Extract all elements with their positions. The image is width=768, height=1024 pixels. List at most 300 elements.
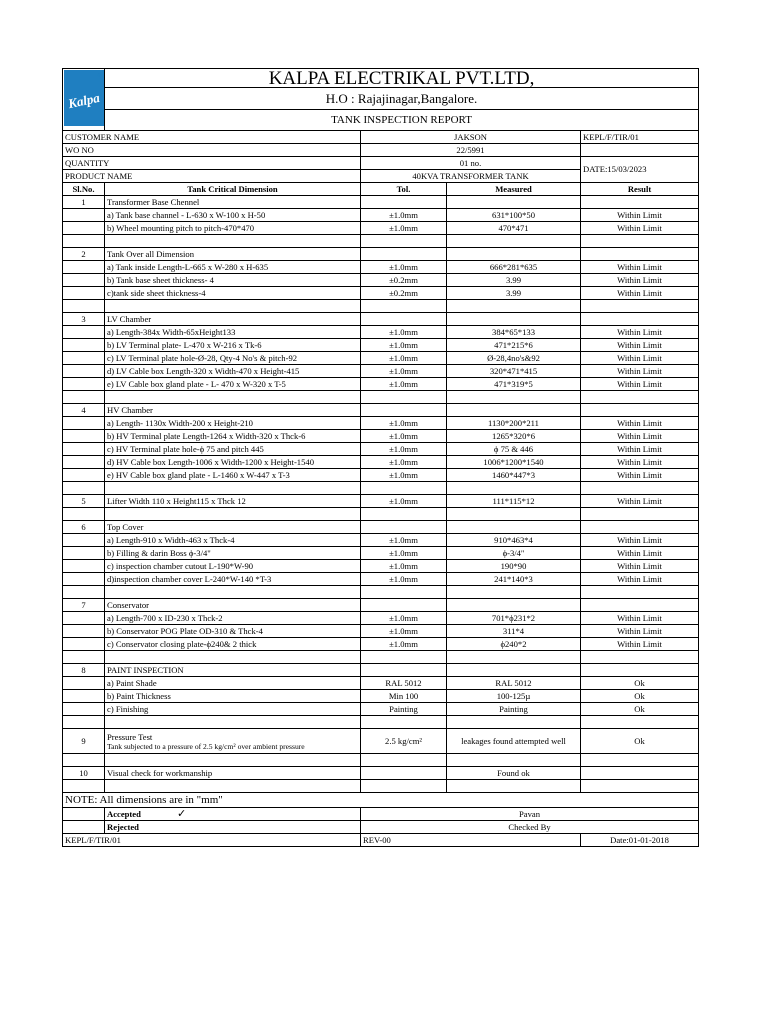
section-title: Tank Over all Dimension [105, 248, 361, 261]
item-description: c) LV Terminal plate hole-Ø-28, Qty-4 No's & pitch-92 [105, 352, 361, 365]
empty-cell [361, 235, 447, 248]
spacer-row [63, 651, 699, 664]
empty-cell [63, 326, 105, 339]
item-result: Within Limit [581, 261, 699, 274]
item-result: Within Limit [581, 378, 699, 391]
section-number: 7 [63, 599, 105, 612]
item-tolerance: ±1.0mm [361, 430, 447, 443]
spacer-row [63, 754, 699, 767]
accepted-cell [105, 808, 361, 821]
item-description: c) inspection chamber cutout L-190*W-90 [105, 560, 361, 573]
empty-cell [581, 235, 699, 248]
empty-cell [361, 754, 447, 767]
item-result: Within Limit [581, 352, 699, 365]
empty-cell [63, 456, 105, 469]
logo [63, 69, 105, 131]
check-mark-icon: ✓ [177, 807, 187, 820]
col-header-tol: Tol. [361, 183, 447, 196]
section-title: Lifter Width 110 x Height115 x Thck 12 [105, 495, 361, 508]
inspection-item-row [63, 677, 699, 690]
empty-cell [63, 586, 105, 599]
item-tolerance: ±1.0mm [361, 417, 447, 430]
empty-cell [105, 482, 361, 495]
inspection-item-row [63, 326, 699, 339]
item-measured: 1265*320*6 [447, 430, 581, 443]
item-tolerance: Painting [361, 703, 447, 716]
footer-date: Date:01-01-2018 [581, 834, 699, 847]
section-number: 10 [63, 767, 105, 780]
checked-by-label: Checked By [361, 821, 699, 834]
spacer-row [63, 391, 699, 404]
item-tolerance: Min 100 [361, 690, 447, 703]
inspection-item-row [63, 443, 699, 456]
spacer-row [63, 716, 699, 729]
quantity-label: QUANTITY [63, 157, 361, 170]
item-tolerance: ±1.0mm [361, 534, 447, 547]
item-result: Within Limit [581, 209, 699, 222]
item-result: Within Limit [581, 547, 699, 560]
empty-cell [447, 780, 581, 793]
item-measured: 470*471 [447, 222, 581, 235]
empty-cell [63, 300, 105, 313]
item-tolerance: ±1.0mm [361, 560, 447, 573]
section-title [105, 729, 361, 754]
empty-cell [581, 300, 699, 313]
empty-cell [447, 391, 581, 404]
empty-cell [63, 339, 105, 352]
rejected-cell [105, 821, 361, 834]
empty-cell [447, 716, 581, 729]
item-tolerance: RAL 5012 [361, 677, 447, 690]
empty-cell [63, 469, 105, 482]
item-tolerance: ±1.0mm [361, 339, 447, 352]
col-header-dimension: Tank Critical Dimension [105, 183, 361, 196]
section-title: Visual check for workmanship [105, 767, 361, 780]
section-measured [447, 404, 581, 417]
spacer-row [63, 482, 699, 495]
inspection-item-row [63, 365, 699, 378]
empty-cell [63, 547, 105, 560]
item-measured: Painting [447, 703, 581, 716]
item-description: d)inspection chamber cover L-240*W-140 *T-3 [105, 573, 361, 586]
empty-cell [63, 651, 105, 664]
item-result: Within Limit [581, 222, 699, 235]
item-measured: ϕ-3/4" [447, 547, 581, 560]
section-title-row [63, 196, 699, 209]
item-description: a) Length- 1130x Width-200 x Height-210 [105, 417, 361, 430]
empty-cell [105, 754, 361, 767]
dimension-note: NOTE: All dimensions are in "mm" [63, 793, 699, 808]
empty-cell [63, 677, 105, 690]
item-tolerance: ±1.0mm [361, 443, 447, 456]
section-measured [447, 248, 581, 261]
section-title: HV Chamber [105, 404, 361, 417]
section-result [581, 404, 699, 417]
item-result: Within Limit [581, 534, 699, 547]
item-tolerance: ±1.0mm [361, 209, 447, 222]
empty-cell [63, 638, 105, 651]
empty-cell [63, 222, 105, 235]
kalpa-logo-icon [64, 69, 104, 127]
item-measured: 701*ϕ231*2 [447, 612, 581, 625]
section-measured: leakages found attempted well [447, 729, 581, 754]
section-title-text: Pressure Test [107, 731, 153, 742]
item-result: Within Limit [581, 326, 699, 339]
item-result: Within Limit [581, 456, 699, 469]
item-description: e) LV Cable box gland plate - L- 470 x W-320 x T-5 [105, 378, 361, 391]
item-description: c)tank side sheet thickness-4 [105, 287, 361, 300]
item-result: Within Limit [581, 430, 699, 443]
inspection-item-row [63, 612, 699, 625]
empty-cell [361, 391, 447, 404]
section-tolerance [361, 664, 447, 677]
item-measured: 666*281*635 [447, 261, 581, 274]
item-description: b) Tank base sheet thickness- 4 [105, 274, 361, 287]
section-measured [447, 664, 581, 677]
section-result [581, 313, 699, 326]
item-measured: 311*4 [447, 625, 581, 638]
empty-cell [63, 808, 105, 821]
item-result: Within Limit [581, 625, 699, 638]
item-tolerance: ±1.0mm [361, 261, 447, 274]
empty-cell [63, 780, 105, 793]
item-result: Ok [581, 703, 699, 716]
item-result: Within Limit [581, 560, 699, 573]
item-result: Within Limit [581, 365, 699, 378]
accepted-row [63, 808, 699, 821]
spacer-row [63, 300, 699, 313]
item-measured: 384*65*133 [447, 326, 581, 339]
item-description: a) Length-910 x Width-463 x Thck-4 [105, 534, 361, 547]
item-result: Within Limit [581, 469, 699, 482]
inspection-report-table [62, 68, 699, 847]
item-measured: 1130*200*211 [447, 417, 581, 430]
report-title: TANK INSPECTION REPORT [105, 110, 699, 131]
empty-cell [447, 651, 581, 664]
item-measured: 241*140*3 [447, 573, 581, 586]
empty-cell [63, 754, 105, 767]
item-result: Within Limit [581, 287, 699, 300]
section-title-row [63, 521, 699, 534]
item-tolerance: ±1.0mm [361, 365, 447, 378]
section-number: 1 [63, 196, 105, 209]
item-result: Within Limit [581, 573, 699, 586]
empty-cell [63, 209, 105, 222]
empty-cell [63, 534, 105, 547]
item-description: c) HV Terminal plate hole-ϕ 75 and pitch 445 [105, 443, 361, 456]
section-measured [447, 313, 581, 326]
inspection-item-row [63, 469, 699, 482]
inspection-item-row [63, 534, 699, 547]
inspection-item-row [63, 274, 699, 287]
inspection-item-row [63, 287, 699, 300]
product-value: 40KVA TRANSFORMER TANK [361, 170, 581, 183]
empty-cell [105, 651, 361, 664]
empty-cell [63, 365, 105, 378]
empty-cell [581, 508, 699, 521]
col-header-result: Result [581, 183, 699, 196]
head-office: H.O : Rajajinagar,Bangalore. [105, 88, 699, 110]
section-tolerance: 2.5 kg/cm² [361, 729, 447, 754]
accepted-label: Accepted [107, 808, 141, 819]
section-number: 5 [63, 495, 105, 508]
item-description: c) Finishing [105, 703, 361, 716]
item-measured: 3.99 [447, 274, 581, 287]
spacer-row [63, 780, 699, 793]
item-description: d) HV Cable box Length-1006 x Width-1200 x Height-1540 [105, 456, 361, 469]
inspection-item-row [63, 547, 699, 560]
empty-cell [105, 586, 361, 599]
section-title-row [63, 599, 699, 612]
section-measured: Found ok [447, 767, 581, 780]
logo-text: Kalpa [66, 89, 101, 112]
inspection-item-row [63, 560, 699, 573]
empty-cell [63, 560, 105, 573]
inspection-item-row [63, 573, 699, 586]
empty-cell [63, 235, 105, 248]
blank-cell [581, 144, 699, 157]
inspection-item-row [63, 339, 699, 352]
inspection-item-row [63, 261, 699, 274]
empty-cell [581, 651, 699, 664]
section-result [581, 248, 699, 261]
checker-name: Pavan [361, 808, 699, 821]
item-tolerance: ±1.0mm [361, 625, 447, 638]
section-result [581, 664, 699, 677]
product-label: PRODUCT NAME [63, 170, 361, 183]
empty-cell [447, 300, 581, 313]
item-measured: RAL 5012 [447, 677, 581, 690]
empty-cell [361, 651, 447, 664]
section-measured [447, 599, 581, 612]
rejected-row [63, 821, 699, 834]
item-tolerance: ±1.0mm [361, 469, 447, 482]
doc-number: KEPL/F/TIR/01 [581, 131, 699, 144]
empty-cell [105, 780, 361, 793]
empty-cell [447, 508, 581, 521]
section-measured [447, 521, 581, 534]
inspection-item-row [63, 222, 699, 235]
empty-cell [581, 716, 699, 729]
quantity-value: 01 no. [361, 157, 581, 170]
item-tolerance: ±1.0mm [361, 612, 447, 625]
empty-cell [63, 391, 105, 404]
empty-cell [63, 378, 105, 391]
item-measured: 471*319*5 [447, 378, 581, 391]
empty-cell [63, 821, 105, 834]
section-title: Transformer Base Chennel [105, 196, 361, 209]
section-title: Top Cover [105, 521, 361, 534]
empty-cell [63, 274, 105, 287]
section-result [581, 521, 699, 534]
item-description: b) Filling & darin Boss ϕ-3/4" [105, 547, 361, 560]
wo-value: 22/5991 [361, 144, 581, 157]
section-result [581, 599, 699, 612]
empty-cell [105, 235, 361, 248]
empty-cell [105, 508, 361, 521]
section-title-row [63, 404, 699, 417]
inspection-item-row [63, 378, 699, 391]
item-tolerance: ±1.0mm [361, 378, 447, 391]
empty-cell [105, 391, 361, 404]
section-title-row [63, 495, 699, 508]
item-tolerance: ±1.0mm [361, 547, 447, 560]
note-row [63, 793, 699, 808]
section-title-row [63, 664, 699, 677]
item-result: Within Limit [581, 417, 699, 430]
empty-cell [63, 625, 105, 638]
item-measured: ϕ240*2 [447, 638, 581, 651]
item-description: b) Paint Thickness [105, 690, 361, 703]
item-measured: 320*471*415 [447, 365, 581, 378]
item-description: a) Tank inside Length-L-665 x W-280 x H-635 [105, 261, 361, 274]
registered-mark: ® [96, 74, 101, 79]
section-tolerance [361, 248, 447, 261]
empty-cell [361, 482, 447, 495]
company-name: KALPA ELECTRIKAL PVT.LTD, [105, 69, 699, 88]
item-measured: Ø-28,4no's&92 [447, 352, 581, 365]
item-result: Ok [581, 690, 699, 703]
item-result: Within Limit [581, 274, 699, 287]
inspection-item-row [63, 456, 699, 469]
section-number: 9 [63, 729, 105, 754]
empty-cell [581, 780, 699, 793]
section-tolerance [361, 767, 447, 780]
empty-cell [63, 287, 105, 300]
item-measured: 190*90 [447, 560, 581, 573]
section-tolerance [361, 196, 447, 209]
item-tolerance: ±1.0mm [361, 573, 447, 586]
empty-cell [361, 780, 447, 793]
item-result: Ok [581, 677, 699, 690]
item-result: Within Limit [581, 339, 699, 352]
item-measured: 910*463*4 [447, 534, 581, 547]
col-header-measured: Measured [447, 183, 581, 196]
section-title-row [63, 313, 699, 326]
item-tolerance: ±1.0mm [361, 352, 447, 365]
item-measured: 471*215*6 [447, 339, 581, 352]
section-title-row [63, 248, 699, 261]
item-description: b) Conservator POG Plate OD-310 & Thck-4 [105, 625, 361, 638]
empty-cell [63, 703, 105, 716]
item-measured: 100-125µ [447, 690, 581, 703]
section-number: 4 [63, 404, 105, 417]
customer-value: JAKSON [361, 131, 581, 144]
section-title: LV Chamber [105, 313, 361, 326]
item-description: c) Conservator closing plate-ϕ240& 2 thick [105, 638, 361, 651]
spacer-row [63, 508, 699, 521]
item-tolerance: ±1.0mm [361, 326, 447, 339]
section-result [581, 767, 699, 780]
section-number: 6 [63, 521, 105, 534]
item-description: b) Wheel mounting pitch to pitch-470*470 [105, 222, 361, 235]
section-title-row [63, 729, 699, 754]
section-subtitle: Tank subjected to a pressure of 2.5 kg/cm² over ambient pressure [107, 741, 305, 751]
empty-cell [581, 391, 699, 404]
section-measured [447, 196, 581, 209]
item-measured: ϕ 75 & 446 [447, 443, 581, 456]
empty-cell [63, 443, 105, 456]
item-description: a) Length-700 x ID-230 x Thck-2 [105, 612, 361, 625]
item-description: b) HV Terminal plate Length-1264 x Width-320 x Thck-6 [105, 430, 361, 443]
empty-cell [63, 690, 105, 703]
empty-cell [63, 430, 105, 443]
section-result: Ok [581, 729, 699, 754]
inspection-item-row [63, 417, 699, 430]
item-measured: 3.99 [447, 287, 581, 300]
section-tolerance: ±1.0mm [361, 495, 447, 508]
inspection-item-row [63, 638, 699, 651]
item-result: Within Limit [581, 443, 699, 456]
section-tolerance [361, 521, 447, 534]
section-title: Conservator [105, 599, 361, 612]
empty-cell [361, 716, 447, 729]
inspection-item-row [63, 430, 699, 443]
item-measured: 1006*1200*1540 [447, 456, 581, 469]
section-number: 2 [63, 248, 105, 261]
item-description: a) Tank base channel - L-630 x W-100 x H-50 [105, 209, 361, 222]
section-result: Within Limit [581, 495, 699, 508]
empty-cell [63, 573, 105, 586]
inspection-item-row [63, 625, 699, 638]
item-tolerance: ±1.0mm [361, 456, 447, 469]
item-tolerance: ±0.2mm [361, 274, 447, 287]
empty-cell [361, 508, 447, 521]
spacer-row [63, 586, 699, 599]
footer-row [63, 834, 699, 847]
section-tolerance [361, 404, 447, 417]
section-measured: 111*115*12 [447, 495, 581, 508]
empty-cell [63, 508, 105, 521]
spacer-row [63, 235, 699, 248]
empty-cell [63, 261, 105, 274]
footer-revision: REV-00 [361, 834, 581, 847]
item-result: Within Limit [581, 638, 699, 651]
item-description: a) Paint Shade [105, 677, 361, 690]
item-description: b) LV Terminal plate- L-470 x W-216 x Tk-6 [105, 339, 361, 352]
inspection-item-row [63, 703, 699, 716]
empty-cell [105, 716, 361, 729]
customer-label: CUSTOMER NAME [63, 131, 361, 144]
section-tolerance [361, 599, 447, 612]
col-header-slno: Sl.No. [63, 183, 105, 196]
section-result [581, 196, 699, 209]
section-number: 3 [63, 313, 105, 326]
item-tolerance: ±1.0mm [361, 222, 447, 235]
rejected-label: Rejected [107, 821, 139, 832]
empty-cell [581, 482, 699, 495]
empty-cell [105, 300, 361, 313]
section-title: PAINT INSPECTION [105, 664, 361, 677]
empty-cell [63, 417, 105, 430]
section-tolerance [361, 313, 447, 326]
inspection-item-row [63, 209, 699, 222]
item-description: e) HV Cable box gland plate - L-1460 x W-447 x T-3 [105, 469, 361, 482]
item-tolerance: ±1.0mm [361, 638, 447, 651]
item-description: d) LV Cable box Length-320 x Width-470 x Height-415 [105, 365, 361, 378]
inspection-item-row [63, 690, 699, 703]
empty-cell [63, 612, 105, 625]
section-number: 8 [63, 664, 105, 677]
empty-cell [63, 352, 105, 365]
empty-cell [447, 482, 581, 495]
report-date: DATE:15/03/2023 [581, 157, 699, 183]
empty-cell [581, 586, 699, 599]
item-result: Within Limit [581, 612, 699, 625]
empty-cell [361, 300, 447, 313]
inspection-item-row [63, 352, 699, 365]
item-description: a) Length-384x Width-65xHeight133 [105, 326, 361, 339]
